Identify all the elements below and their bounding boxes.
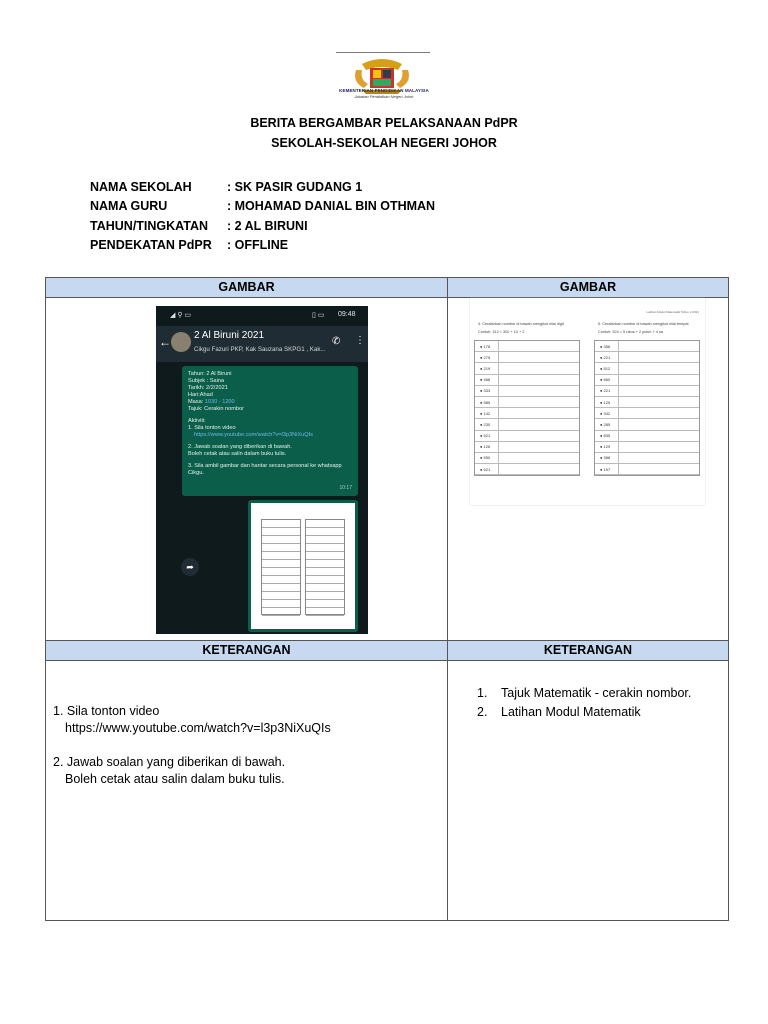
- worksheet-row: [475, 363, 579, 374]
- thumbnail-row: [306, 520, 344, 528]
- thumbnail-row: [306, 560, 344, 568]
- worksheet-q5-example: Contoh: 524 = 5 ratus + 2 puluh + 4 sa: [598, 330, 663, 334]
- info-value: : SK PASIR GUDANG 1: [227, 179, 363, 194]
- info-value: : 2 AL BIRUNI: [227, 218, 308, 233]
- message-line: Tajuk: Cerakin nombor: [188, 406, 244, 412]
- worksheet-corner-note: Latihan Modul Matematik Tahun 2 2021: [646, 310, 699, 314]
- thumbnail-row: [306, 600, 344, 608]
- worksheet-row: [475, 397, 579, 408]
- document-subtitle: SEKOLAH-SEKOLAH NEGERI JOHOR: [271, 136, 497, 150]
- message-timestamp: 10:17: [339, 485, 352, 491]
- worksheet-number: ● 125: [600, 397, 619, 407]
- call-icon[interactable]: ✆: [332, 336, 341, 347]
- info-label: TAHUN/TINGKATAN: [90, 218, 209, 233]
- note-item-2: 2. Jawab soalan yang diberikan di bawah.: [53, 755, 286, 769]
- message-line: Masa: 1030 - 1200: [188, 399, 235, 405]
- worksheet-number: ● 585: [480, 397, 499, 407]
- signal-icon: ◢ ⚲ ▭: [170, 312, 192, 319]
- table-header-picture-1: GAMBAR: [46, 278, 447, 298]
- note-right-item: [477, 684, 691, 703]
- thumbnail-row: [306, 568, 344, 576]
- table-column-divider: [447, 278, 448, 920]
- worksheet-thumbnail: [251, 503, 355, 629]
- thumbnail-row: [306, 608, 344, 616]
- message-line: Hari:Ahad: [188, 392, 213, 398]
- thumbnail-row: [262, 520, 300, 528]
- thumbnail-row: [306, 584, 344, 592]
- message-line: Cikgu.: [188, 470, 204, 476]
- image-message[interactable]: [248, 500, 358, 632]
- worksheet-number: ● 219: [480, 363, 499, 373]
- thumbnail-row: [262, 576, 300, 584]
- worksheet-number: ● 230: [480, 419, 499, 429]
- group-avatar[interactable]: [171, 332, 191, 352]
- worksheet-row: [595, 431, 699, 442]
- document-title: BERITA BERGAMBAR PELAKSANAAN PdPR: [250, 116, 518, 130]
- worksheet-row: [595, 375, 699, 386]
- forward-icon[interactable]: ➦: [181, 558, 199, 576]
- malaysia-crest-logo: [332, 50, 432, 108]
- thumbnail-row: [262, 560, 300, 568]
- worksheet-number: ● 468: [480, 375, 499, 385]
- worksheet-row: [595, 464, 699, 475]
- worksheet-number: ● 835: [600, 431, 619, 441]
- message-youtube-link[interactable]: https://www.youtube.com/watch?v=l3p3NiXuQIs: [194, 432, 313, 438]
- thumbnail-row: [262, 608, 300, 616]
- message-bubble: [182, 366, 358, 496]
- thumbnail-row: [262, 544, 300, 552]
- message-line: Subjek : Saina: [188, 378, 225, 384]
- info-block: [90, 177, 435, 255]
- whatsapp-screenshot: [156, 306, 368, 634]
- report-table: [45, 277, 729, 921]
- message-line: Tarikh: 2/2/2021: [188, 385, 228, 391]
- worksheet-row: [595, 341, 699, 352]
- worksheet-number: ● 129: [600, 442, 619, 452]
- worksheet-q4-example: Contoh: 312 = 300 + 10 + 2: [478, 330, 525, 334]
- worksheet-number: ● 142: [480, 408, 499, 418]
- worksheet-row: [475, 386, 579, 397]
- thumbnail-row: [306, 576, 344, 584]
- status-time: 09:48: [338, 311, 356, 318]
- chat-title[interactable]: 2 Al Biruni 2021: [194, 330, 265, 341]
- battery-icon: ▯ ▭: [312, 312, 325, 319]
- thumbnail-row: [262, 536, 300, 544]
- worksheet-number: ● 621: [480, 464, 499, 474]
- note-right-number: 2.: [477, 705, 488, 719]
- message-line: 1. Sila tonton video: [188, 425, 236, 431]
- note-right-item: [477, 703, 691, 722]
- worksheet-row: [595, 352, 699, 363]
- chat-header: [156, 326, 368, 362]
- worksheet-row: [475, 442, 579, 453]
- menu-icon[interactable]: ⋮: [355, 335, 365, 346]
- worksheet-row: [595, 408, 699, 419]
- back-arrow-icon[interactable]: ←: [159, 335, 171, 349]
- info-row-school: [90, 177, 435, 197]
- message-time-range: 1030 - 1200: [204, 399, 235, 405]
- worksheet-number: ● 178: [480, 341, 499, 351]
- note-item-1-link[interactable]: https://www.youtube.com/watch?v=l3p3NiXuQIs: [65, 721, 331, 735]
- worksheet-q4-column: [474, 340, 580, 476]
- worksheet-row: [475, 464, 579, 475]
- thumbnail-row: [306, 544, 344, 552]
- chat-subtitle: Cikgu Fazuri PKP, Kak Sauzana SKPG1 , Kak...: [194, 346, 326, 353]
- worksheet-number: ● 221: [600, 352, 619, 362]
- worksheet-row: [595, 419, 699, 430]
- worksheet-row: [475, 375, 579, 386]
- worksheet-q5-title: 5. Cerakinkan nombor di bawah mengikut nilai tempat: [598, 322, 689, 326]
- worksheet-row: [475, 431, 579, 442]
- thumbnail-column-left: [261, 519, 301, 615]
- info-row-approach: [90, 236, 435, 256]
- message-line: Boleh cetak atau salin dalam buku tulis.: [188, 451, 287, 457]
- message-line: 2. Jawab soalan yang diberikan di bawah.: [188, 444, 292, 450]
- worksheet-row: [475, 341, 579, 352]
- thumbnail-row: [262, 568, 300, 576]
- worksheet-image: [470, 298, 705, 505]
- worksheet-number: ● 388: [600, 453, 619, 463]
- table-header-picture-2: GAMBAR: [448, 278, 728, 298]
- worksheet-row: [475, 453, 579, 464]
- note-right-text: Tajuk Matematik - cerakin nombor.: [501, 686, 692, 700]
- worksheet-row: [595, 386, 699, 397]
- thumbnail-row: [262, 584, 300, 592]
- info-row-teacher: [90, 197, 435, 217]
- worksheet-q4-title: 4. Cerakinkan nombor di bawah mengikut nilai digit: [478, 322, 564, 326]
- worksheet-number: ● 333: [480, 386, 499, 396]
- info-label: NAMA SEKOLAH: [90, 179, 192, 194]
- worksheet-number: ● 521: [480, 431, 499, 441]
- info-label: NAMA GURU: [90, 199, 168, 214]
- worksheet-number: ● 197: [600, 464, 619, 474]
- note-item-1: 1. Sila tonton video: [53, 704, 160, 718]
- notes-left: [53, 703, 331, 788]
- worksheet-row: [595, 397, 699, 408]
- thumbnail-column-right: [305, 519, 345, 615]
- worksheet-number: ● 512: [600, 363, 619, 373]
- phone-status-bar: [156, 306, 368, 324]
- thumbnail-row: [262, 592, 300, 600]
- worksheet-row: [475, 419, 579, 430]
- crest-caption-department: Jabatan Pendidikan Negeri Johor: [354, 94, 414, 99]
- worksheet-number: ● 660: [600, 375, 619, 385]
- worksheet-row: [595, 363, 699, 374]
- thumbnail-row: [262, 600, 300, 608]
- thumbnail-row: [262, 528, 300, 536]
- worksheet-row: [475, 408, 579, 419]
- note-item-2-continued: Boleh cetak atau salin dalam buku tulis.: [65, 772, 285, 786]
- worksheet-row: [475, 352, 579, 363]
- message-line: Aktiviti:: [188, 418, 206, 424]
- worksheet-number: ● 126: [480, 442, 499, 452]
- worksheet-number: ● 275: [480, 352, 499, 362]
- worksheet-number: ● 285: [600, 419, 619, 429]
- worksheet-q5-column: [594, 340, 700, 476]
- thumbnail-row: [306, 592, 344, 600]
- thumbnail-row: [306, 552, 344, 560]
- thumbnail-row: [262, 552, 300, 560]
- info-label: PENDEKATAN PdPR: [90, 238, 212, 253]
- worksheet-number: ● 356: [600, 341, 619, 351]
- message-line: 3. Sila ambil gambar dan hantar secara personal ke whatsapp: [188, 463, 342, 469]
- table-header-notes-2: KETERANGAN: [448, 641, 728, 661]
- worksheet-row: [595, 442, 699, 453]
- note-right-text: Latihan Modul Matematik: [501, 705, 641, 719]
- worksheet-number: ● 221: [600, 386, 619, 396]
- table-header-notes-1: KETERANGAN: [46, 641, 447, 661]
- crest-caption-ministry: KEMENTERIAN PENDIDIKAN MALAYSIA: [339, 88, 429, 93]
- info-row-class: [90, 216, 435, 236]
- worksheet-number: ● 342: [600, 408, 619, 418]
- info-value: : MOHAMAD DANIAL BIN OTHMAN: [227, 199, 436, 214]
- thumbnail-row: [306, 536, 344, 544]
- info-value: : OFFLINE: [227, 238, 289, 253]
- thumbnail-row: [306, 528, 344, 536]
- note-right-number: 1.: [477, 686, 488, 700]
- notes-right: [477, 684, 691, 722]
- worksheet-row: [595, 453, 699, 464]
- worksheet-number: ● 550: [480, 453, 499, 463]
- message-line: Tahun: 2 Al Biruni: [188, 371, 232, 377]
